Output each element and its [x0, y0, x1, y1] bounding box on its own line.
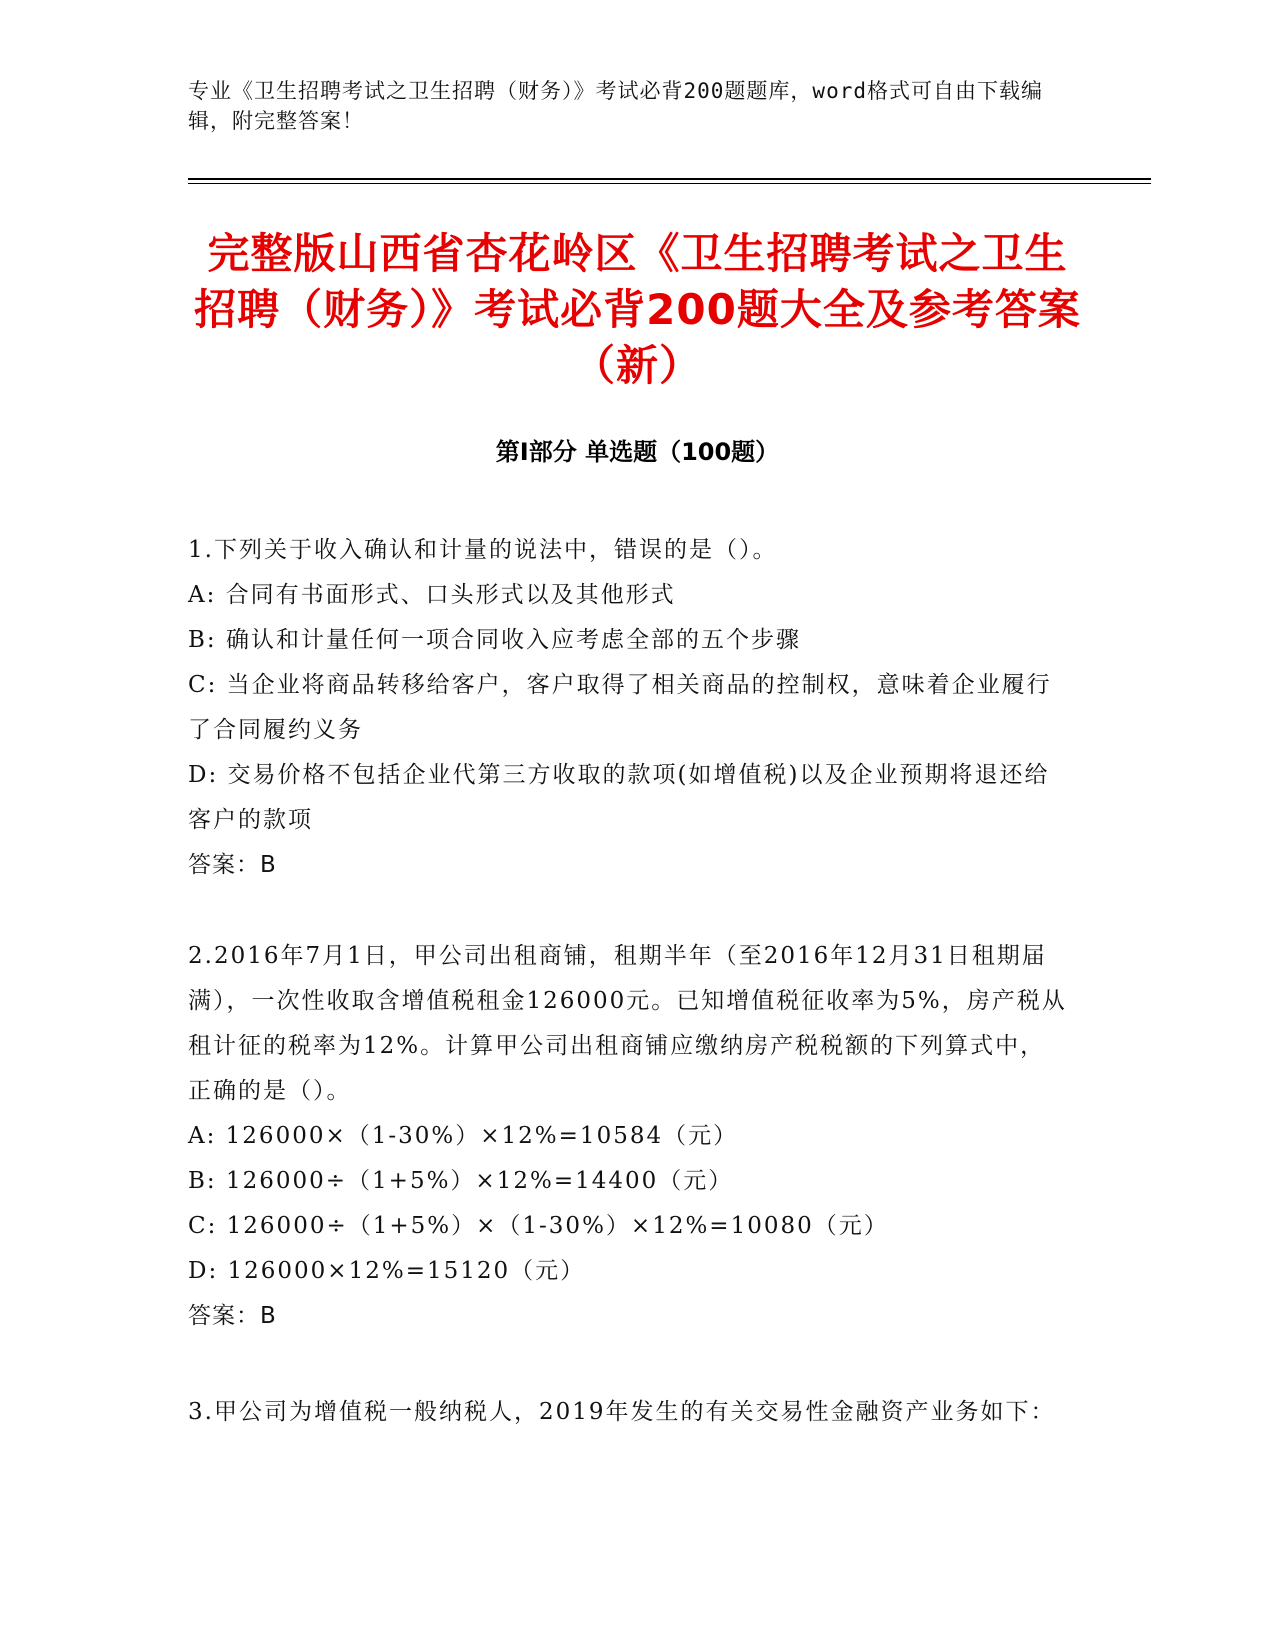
- answer: 答案：B: [188, 852, 277, 878]
- answer: 答案：B: [188, 1303, 277, 1329]
- option-c: C: 126000÷（1+5%）×（1-30%）×12%=10080（元）: [188, 1213, 889, 1239]
- option-c: C: 当企业将商品转移给客户，客户取得了相关商品的控制权，意味着企业履行了合同履约义务: [188, 672, 1052, 743]
- option-d: D: 交易价格不包括企业代第三方收取的款项(如增值税)以及企业预期将退还给客户的款项: [188, 762, 1050, 833]
- question-1: [188, 528, 1068, 888]
- question-stem: 3.甲公司为增值税一般纳税人，2019年发生的有关交易性金融资产业务如下：: [188, 1399, 1056, 1425]
- option-b: B: 确认和计量任何一项合同收入应考虑全部的五个步骤: [188, 627, 801, 653]
- question-stem: 2.2016年7月1日，甲公司出租商铺，租期半年（至2016年12月31日租期届满），一次性收取含增值税租金126000元。已知增值税征收率为5%，房产税从租计征的税率为12%。计算甲公司出租商铺应缴纳房产税税额的下列算式中，正确的是（）。: [188, 943, 1067, 1104]
- option-a: A: 126000×（1-30%）×12%=10584（元）: [188, 1123, 739, 1149]
- question-stem: 1.下列关于收入确认和计量的说法中，错误的是（）。: [188, 537, 778, 563]
- header-divider-thin: [188, 183, 1151, 184]
- question-3: [188, 1390, 1068, 1435]
- section-heading: 第I部分 单选题（100题）: [495, 438, 780, 466]
- question-2: [188, 934, 1068, 1339]
- header-note: 专业《卫生招聘考试之卫生招聘（财务）》考试必背200题题库，word格式可自由下载编辑，附完整答案！: [188, 79, 1043, 133]
- option-a: A: 合同有书面形式、口头形式以及其他形式: [188, 582, 676, 608]
- option-b: B: 126000÷（1+5%）×12%=14400（元）: [188, 1168, 734, 1194]
- header-divider-thick: [188, 178, 1151, 180]
- option-d: D: 126000×12%=15120（元）: [188, 1258, 586, 1284]
- document-title: 完整版山西省杏花岭区《卫生招聘考试之卫生招聘（财务）》考试必背200题大全及参考答案（新）: [194, 229, 1081, 390]
